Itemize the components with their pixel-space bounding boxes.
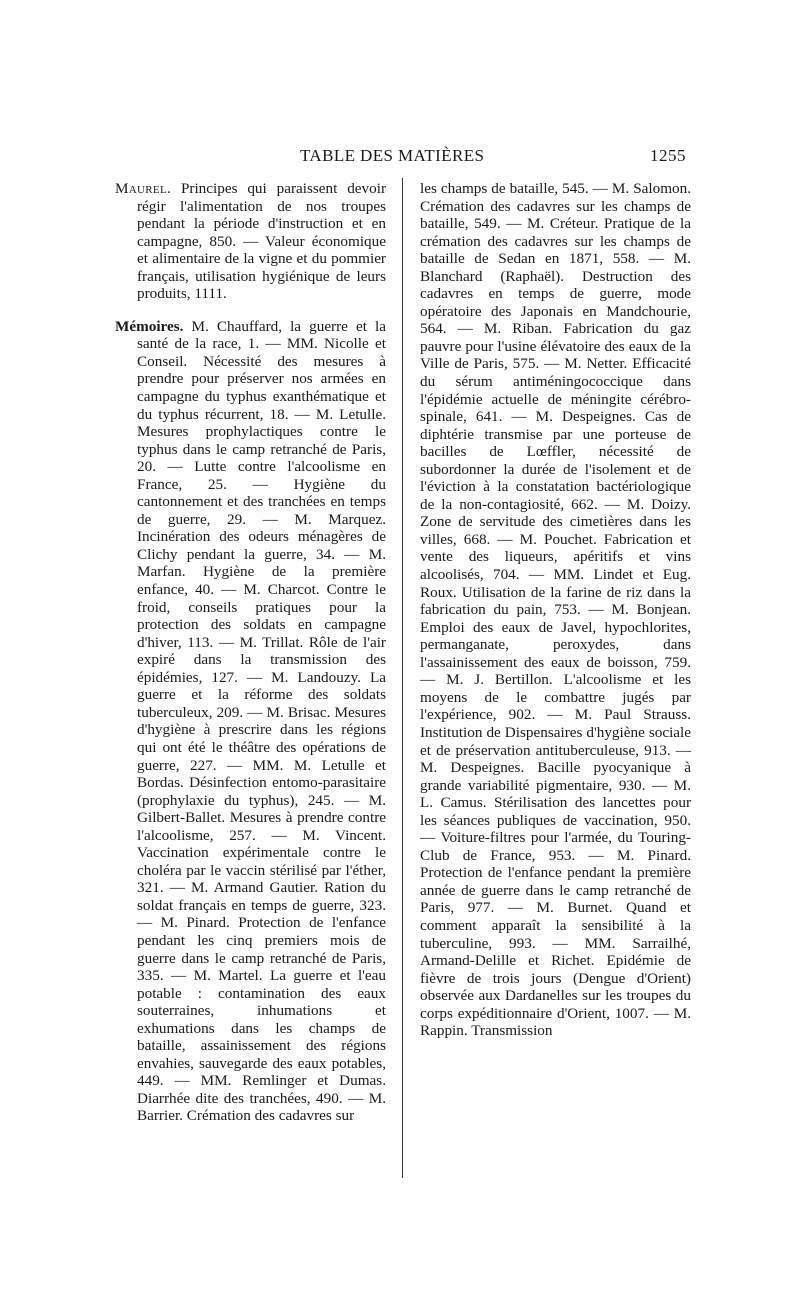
running-title: TABLE DES MATIÈRES [300, 146, 485, 165]
entry-headword: Mémoires. [115, 317, 184, 335]
left-column [115, 180, 386, 1140]
index-entry-memoires [115, 318, 386, 1125]
index-entry-maurel [115, 180, 386, 303]
column-divider [402, 178, 403, 1178]
entry-headword: Maurel. [115, 180, 172, 197]
page-number: 1255 [650, 146, 686, 165]
entry-text: M. Chauffard, la guerre et la santé de la race, 1. — MM. Nicolle et Conseil. Nécessité des mesures à prendre pour préserver nos armées en campagne du typhus exanthématique et du typhus récurrent, 18. — M. Letulle. Mesures prophylactiques contre le typhus dans le camp retranché de Paris, 20. — Lutte contre l'alcoolisme en France, 25. — Hygiène du cantonnement et des tranchées en temps de guerre, 29. — M. Marquez. Incinération des odeurs ménagères de Clichy pendant la guerre, 34. — M. Marfan. Hygiène de la première enfance, 40. — M. Charcot. Contre le froid, conseils pratiques pour la protection des soldats en campagne d'hiver, 113. — M. Trillat. Rôle de l'air expiré dans la transmission des épidémies, 127. — M. Landouzy. La guerre et la réforme des soldats tuberculeux, 209. — M. Brisac. Mesures d'hygiène à prescrire dans les régions qui ont été le théâtre des opérations de guerre, 227. — MM. M. Letulle et Bordas. Désinfection entomo-parasitaire (prophylaxie du typhus), 245. — M. Gilbert-Ballet. Mesures à prendre contre l'alcoolisme, 257. — M. Vincent. Vaccination expérimentale contre le choléra par le vaccin stérilisé par l'éther, 321. — M. Armand Gautier. Ration du soldat français en temps de guerre, 323. — M. Pinard. Protection de l'enfance pendant les cinq premiers mois de guerre dans le camp retranché de Paris, 335. — M. Martel. La guerre et l'eau potable : contamination des eaux souterraines, inhumations et exhumations dans les champs de bataille, assainissement des régions envahies, sauvegarde des eaux potables, 449. — MM. Remlinger et Dumas. Diarrhée dite des tranchées, 490. — M. Barrier. Crémation des cadavres sur [137, 317, 386, 1125]
running-head [0, 146, 800, 170]
entry-continuation: les champs de bataille, 545. — M. Salomon. Crémation des cadavres sur les champs de bataille, 549. — M. Créteur. Pratique de la crémation des cadavres sur les champs de bataille de Sedan en 1871, 558. — M. Blanchard (Raphaël). Destruction des cadavres en temps de guerre, mode opératoire des Japonais en Mandchourie, 564. — M. Riban. Fabrication du gaz pauvre pour l'usine élévatoire des eaux de la Ville de Paris, 575. — M. Netter. Efficacité du sérum antiméningococcique dans l'épidémie actuelle de méningite cérébro-spinale, 641. — M. Despeignes. Cas de diphtérie transmise par une porteuse de bacilles de Lœffler, nécessité de subordonner la durée de l'isolement et de l'éviction à la constatation bactériologique de la non-contagiosité, 662. — M. Doizy. Zone de servitude des cimetières dans les villes, 668. — M. Pouchet. Fabrication et vente des liqueurs, apéritifs et vins alcoolisés, 704. — MM. Lindet et Eug. Roux. Utilisation de la farine de riz dans la fabrication du pain, 753. — M. Bonjean. Emploi des eaux de Javel, hypochlorites, permanganate, peroxydes, dans l'assainissement des eaux de boisson, 759. — M. J. Bertillon. L'alcoolisme et les moyens de le combattre jugés par l'expérience, 902. — M. Paul Strauss. Institution de Dispensaires d'hygiène sociale et de préservation antituberculeuse, 913. — M. Despeignes. Bacille pyocyanique à grande variabilité pigmentaire, 930. — M. L. Camus. Stérilisation des lancettes pour les séances publiques de vaccination, 950. — Voiture-filtres pour l'armée, du Touring-Club de France, 953. — M. Pinard. Protection de l'enfance pendant la première année de guerre dans le camp retranché de Paris, 977. — M. Burnet. Quand et comment apparaît la sensibilité à la tuberculine, 993. — MM. Sarrailhé, Armand-Delille et Richet. Epidémie de fièvre de trois jours (Dengue d'Orient) observée aux Dardanelles sur les troupes du corps expéditionnaire d'Orient, 1007. — M. Rappin. Transmission [420, 180, 691, 1040]
right-column [420, 180, 691, 1040]
entry-text: Principes qui paraissent devoir régir l'alimentation de nos troupes pendant la période d'instruction et en campagne, 850. — Valeur économique et alimentaire de la vigne et du pommier français, utilisation hygiénique de leurs produits, 1111. [137, 180, 387, 303]
